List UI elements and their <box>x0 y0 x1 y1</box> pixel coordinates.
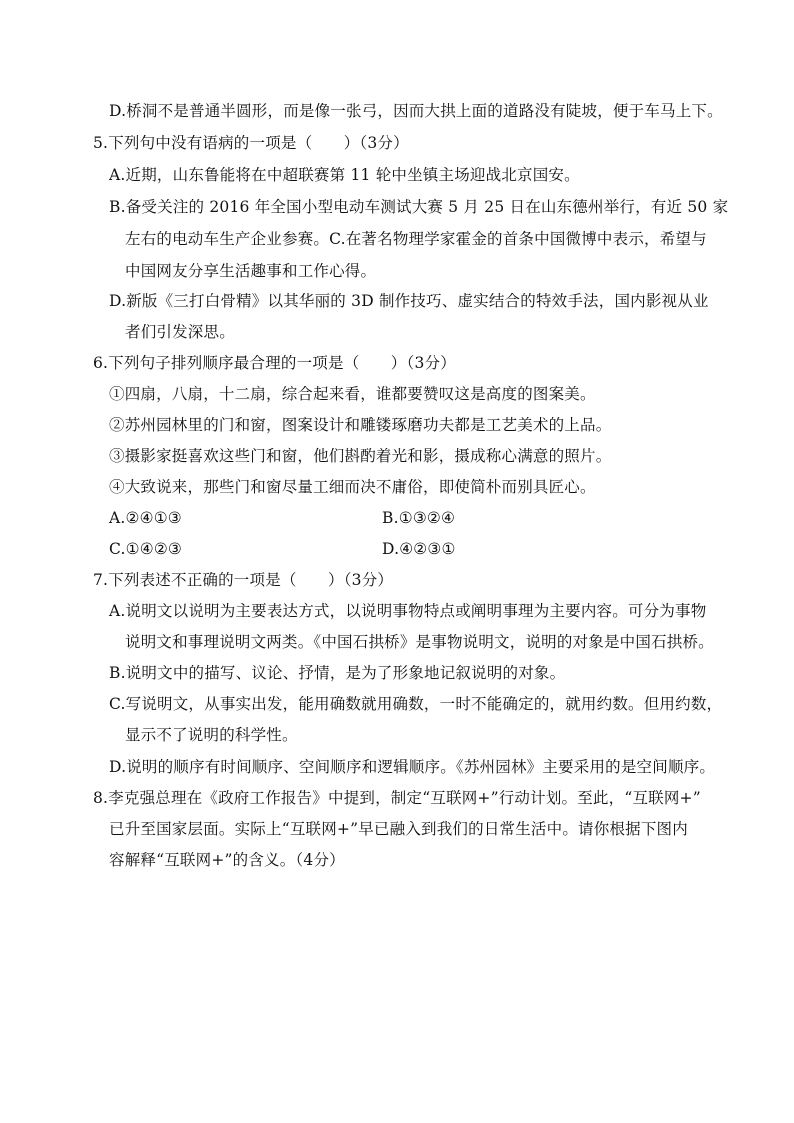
q5-option-a: A.近期，山东鲁能将在中超联赛第 11 轮中坐镇主场迎战北京国安。 <box>109 166 580 184</box>
q6-sentence-4: ④大致说来，那些门和窗尽量工细而决不庸俗，即使简朴而别具匠心。 <box>109 478 596 496</box>
q4-option-d: D.桥洞不是普通半圆形，而是像一张弓，因而大拱上面的道路没有陡坡，便于车马上下。 <box>109 102 723 120</box>
q6-option-a: A.②④①③ <box>109 509 182 527</box>
q6-sentence-1: ①四扇，八扇，十二扇，综合起来看，谁都要赞叹这是高度的图案美。 <box>109 385 596 403</box>
q8-line2: 已升至国家层面。实际上“互联网+”早已融入到我们的日常生活中。请你根据下图内 <box>109 820 688 838</box>
q6-option-c: C.①④②③ <box>109 540 183 558</box>
q6-option-b: B.①③②④ <box>382 509 456 527</box>
q6-option-d: D.④②③① <box>382 540 456 558</box>
q5-option-b-line2: 左右的电动车生产企业参赛。C.在著名物理学家霍金的首条中国微博中表示，希望与 <box>125 230 707 248</box>
q7-option-a-line2: 说明文和事理说明文两类。《中国石拱桥》是事物说明文，说明的对象是中国石拱桥。 <box>125 633 714 651</box>
q7-stem: 7.下列表述不正确的一项是（ ）（3分） <box>93 571 394 589</box>
q8-line1: 8.李克强总理在《政府工作报告》中提到，制定“互联网+”行动计划。至此，“互联网+” <box>93 789 701 807</box>
q7-option-b: B.说明文中的描写、议论、抒情，是为了形象地记叙说明的对象。 <box>109 664 566 682</box>
q7-option-c-line2: 显示不了说明的科学性。 <box>125 726 298 744</box>
q8-line3: 容解释“互联网+”的含义。（4分） <box>109 851 345 869</box>
q5-option-d-line1: D.新版《三打白骨精》以其华丽的 3D 制作技巧、虚实结合的特效手法，国内影视从业 <box>109 292 709 310</box>
q7-option-a-line1: A.说明文以说明为主要表达方式，以说明事物特点或阐明事理为主要内容。可分为事物 <box>109 602 707 620</box>
q7-option-c-line1: C.写说明文，从事实出发，能用确数就用确数，一时不能确定的，就用约数。但用约数， <box>109 695 723 713</box>
q6-stem: 6.下列句子排列顺序最合理的一项是（ ）（3分） <box>93 354 456 372</box>
q7-option-d: D.说明的顺序有时间顺序、空间顺序和逻辑顺序。《苏州园林》主要采用的是空间顺序。 <box>109 758 716 776</box>
q5-stem: 5.下列句中没有语病的一项是（ ）（3分） <box>93 134 409 152</box>
q5-option-b-line1: B.备受关注的 2016 年全国小型电动车测试大赛 5 月 25 日在山东德州举行，有近 50 家 <box>109 198 729 216</box>
q6-sentence-3: ③摄影家挺喜欢这些门和窗，他们斟酌着光和影，摄成称心满意的照片。 <box>109 447 612 465</box>
q5-option-b-line3: 中国网友分享生活趣事和工作心得。 <box>125 262 377 280</box>
q5-option-d-line2: 者们引发深思。 <box>125 323 235 341</box>
q6-sentence-2: ②苏州园林里的门和窗，图案设计和雕镂琢磨功夫都是工艺美术的上品。 <box>109 416 612 434</box>
